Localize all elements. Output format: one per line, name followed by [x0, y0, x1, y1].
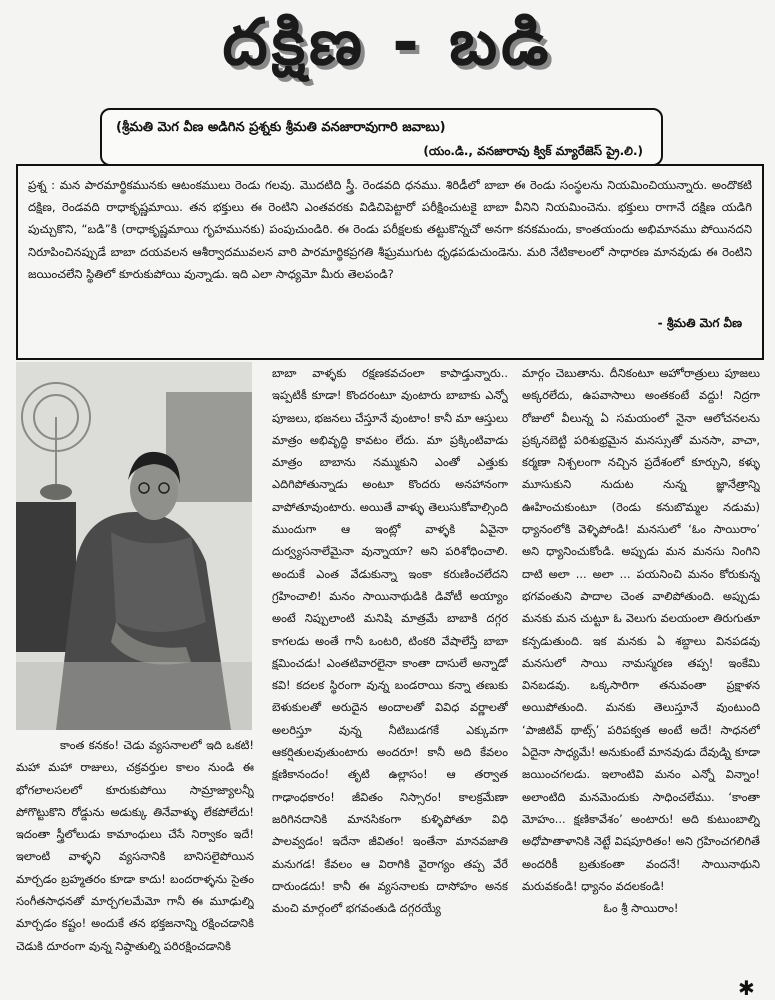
subtitle-author-line: (యం.డి., వనజారావు క్విక్ మ్యారేజెస్ ప్రై.లి.) — [423, 144, 643, 158]
author-photo — [16, 362, 252, 730]
answer-column-3 — [522, 362, 760, 998]
subtitle-question-line: (శ్రీమతి మెగ వీణ అడిగిన ప్రశ్నకు శ్రీమతి వనజారావుగారి జవాబు) — [116, 120, 446, 135]
answer-col3-text: మార్గం చెబుతాను. దీనికంటూ అహోరాత్రులు పూజలు అక్కరలేదు, ఉపవాసాలు అంతకంటే వద్దు! నిద్రగా రోజులో వీలున్న ఏ సమయంలో నైనా ఆలోచనలను ప్రక్కనబెట్టి పరిశుభ్రమైన మనస్సుతో మనసా, వాచా, కర్మణా నిశ్చలంగా నచ్చిన ప్రదేశంలో కూర్చుని, కళ్ళు మూసుకుని నుదుట నున్న జ్ఞానేత్రాన్ని ఊహించుకుంటూ (రెండు కనుబొమ్మల నడుమ) ధ్యానంలోకి వెళ్ళిపోండి! మనసులో ‘ఓం సాయిరాం’ అని ధ్యానించుకోండి. అప్పుడు మన మనసు నింగిని దాటి అలా ... అలా ... పయనించి మనం కోరుకున్న భగవంతుని పాదాల చెంత వాలిపోతుంది. అప్పుడు మనకు మన చుట్టూ ఓ వెలుగు వలయంలా తిరుగుతూ కన్పడుతుంది. ఇక మనకు ఏ శబ్దాలు వినపడవు మనసులో సాయి నామస్మరణ తప్ప! ఇంకేమి వినబడవు. ఒక్కసారిగా తనువంతా ప్రక్షాళన అయిపోతుంది. మనకు తెలుస్తూనే వుంటుంది ‘పాజిటివ్ థాట్స్’ పరిపక్వత అంటే అదే! సాధనలో ఏదైనా సాధ్యమే! అనుకుంటే మానవుడు దేవుడ్ని కూడా జయించగలడు. ఇలాంటివి మనం ఎన్నో విన్నాం! అలాంటిది మనమెందుకు సాధించలేము. ‘కాంతా మోహం... క్షణికావేశం’ అంటారు! అది కుటుంబాల్ని అధోపాతాళానికి నెట్టే విషపూరితం! అని గ్రహించగలిగితే అందరికీ బ్రతుకంతా వందనే! సాయినాథుని మరువకండి! ధ్యానం వదలకండి! — [522, 366, 760, 893]
subtitle-box — [100, 108, 663, 166]
answer-column-2 — [272, 362, 508, 998]
author-photo-illustration — [16, 362, 252, 730]
answer-col2-text: బాబా వాళ్ళకు రక్షణకవచంలా కాపాడ్తున్నారు.. ఇప్పటికీ కూడా! కొందరంటూ వుంటారు బాబాకు ఎన్నో పూజలు, భజనలు చేస్తూనే వుంటాం! కానీ మా ఆస్తులు మాత్రం అభివృద్ధి కావటం లేదు. మా ప్రక్కింటివాడు మాత్రం బాబాను నమ్ముకుని ఎంతో ఎత్తుకు ఎదిగిపోతున్నాడు అంటూ కొందరు అనహానంగా వాపోతూవుంటారు. అయితే వాళ్ళు తెలుసుకోవాల్సింది ముందుగా ఆ ఇంట్లో వాళ్ళకి ఏవైనా దుర్వ్యసనాలేమైనా వున్నాయా? అని పరిశోధించాలి. అందుకే ఎంత వేడుకున్నా ఇంకా కరుణించలేదని గ్రహించాలి! మనం సాయినాథుడికి డివోటీ అయ్యాం అంటే నిప్పులాంటి మనిషి మాత్రమే బాబాకి దగ్గర కాగలడు అంతే గానీ ఒంటరి, టింకరి వేషాలేస్తే బాబా క్షమించడు! ఎంతటివారలైనా కాంతా దాసులే అన్నాడో కవి! కదలక స్థిరంగా వున్న బండరాయి కన్నా తణుకు బెళుకులతో అరుదైన అందాలతో వివిధ వర్ణాలతో అలరిస్తూ వున్న నీటిబుడగకే ఎక్కువగా ఆకర్షితులవుతుంటారు అందరూ! కానీ అది కేవలం క్షణికానందం! తృటి ఉల్లాసం! ఆ తర్వాత గాఢాంధకారం! జీవితం నిస్సారం! కాలక్రమేణా జరిగినదానికి మానసికంగా కుళ్ళిపోతూ విధి పాలవ్వడం! ఇదేనా జీవితం! ఇంతేనా మానవజాతి మనుగడ! కేవలం ఆ విరాగికి వైరాగ్యం తప్ప వేరే దారుండదు! కానీ ఈ వ్యసనాలకు దాసోహం అనక మంచి మార్గంలో భగవంతుడి దగ్గరయ్యే — [272, 366, 508, 916]
answer-signoff: ఓం శ్రీ సాయిరాం! — [603, 901, 679, 916]
question-text: ప్రశ్న : మన పారమార్థికమునకు ఆటంకములు రెండు గలవు. మొదటిది స్త్రీ. రెండవది ధనము. శిరిడీలో బాబా ఈ రెండు సంస్థలను నియమించియున్నారు. అందొకటి దక్షిణ, రెండవది రాధాకృష్ణమాయి. తన భక్తులు ఈ రెంటిని ఎంతవరకు విడిచిపెట్టారో పరీక్షించుటకై బాబా వీనిని నియమించెను. భక్తులు రాగానే దక్షిణ యడిగి పుచ్చుకొని, “బడి”కి (రాధాకృష్ణమాయి గృహమునకు) పంపుచుండిరి. ఈ రెండు పరీక్షలకు తట్టుకొన్నచో అనగా కనకమందు, కాంతయందు అభిమానము పోయినదని నిరూపించినప్పుడే బాబా దయవలన ఆశీర్వాదమువలన వారి పారమార్థికప్రగతి శీఘ్రముగుట ధృఢపడుచుండెను. మరి నేటికాలంలో సాధారణ మానవుడు ఈ రెంటిని జయించలేని స్థితిలో కూరుకుపోయి వున్నాడు. ఇది ఎలా సాధ్యమో మీరు తెలపండి? — [28, 178, 752, 281]
question-box — [16, 164, 764, 360]
question-author: - శ్రీమతి మెగ వీణ — [657, 316, 742, 330]
star-icon: ✱ — [738, 976, 755, 1000]
answer-column-1 — [16, 734, 254, 998]
page-title: దక్షిణ - బడి — [222, 5, 553, 80]
answer-col1-text: కాంత కనకం! చెడు వ్యసనాలలో ఇది ఒకటి! మహా మహా రాజులు, చక్రవర్తుల కాలం నుండి ఈ భోగలాలసలలో కూరుకుపోయి సామ్రాజ్యాలన్నీ పోగొట్టుకొని రోడ్డును అడుక్కు తినేవాళ్ళు లేకపోలేదు! ఇదంతా స్త్రీలోలుడు కామాంధులు చేసే నిర్వాకం ఇదే! ఇలాంటి వాళ్ళని వ్యసనానికి బానిసలైపోయిన మార్చడం బ్రహ్మతరం కూడా కాదు! బందరాళ్ళను సైతం సంగీతసాధనతో మార్చగలమేమో గానీ ఈ మూఢుల్ని మార్చడం కష్టం! అందుకే తన భక్తజనాన్ని రక్షించడానికి చెడుకి దూరంగా వున్న నిష్ఠాతుల్ని పరిరక్షించడానికి — [16, 738, 254, 953]
